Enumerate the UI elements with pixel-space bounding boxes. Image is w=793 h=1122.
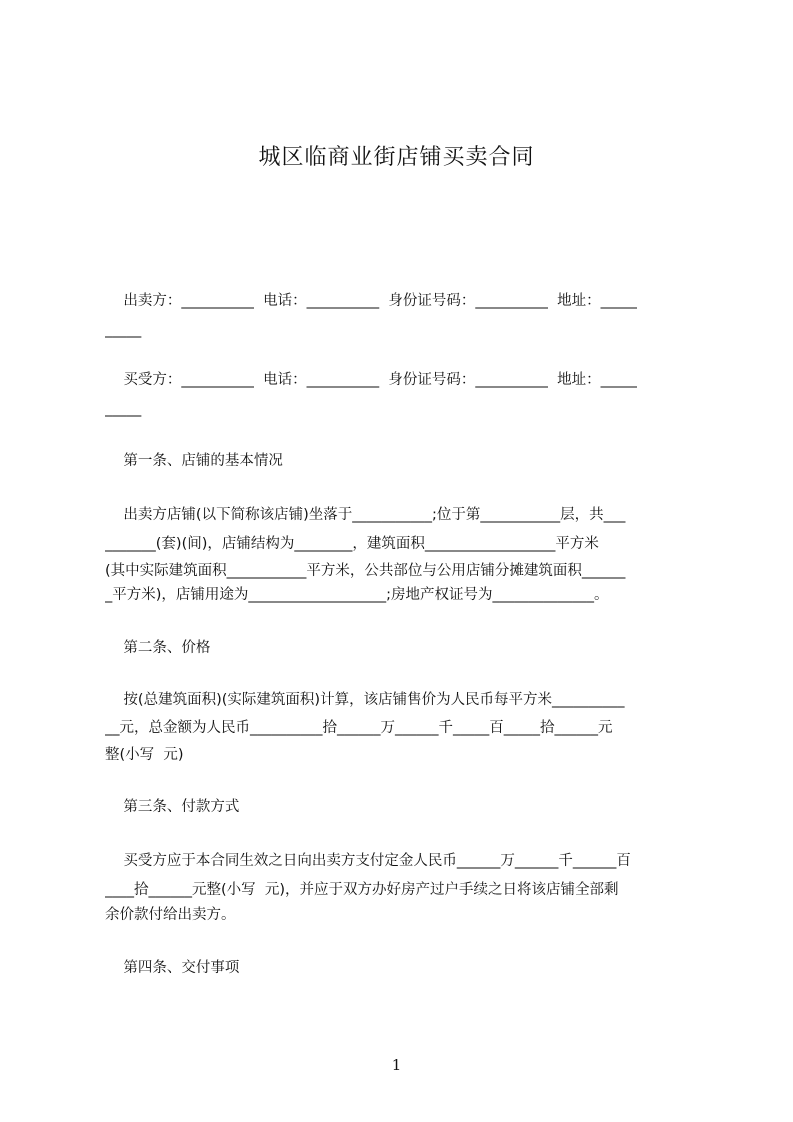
article-1-heading: 第一条、店铺的基本情况: [105, 453, 283, 469]
article-1-text-line-1: 出卖方店铺(以下简称该店铺)坐落于___________;位于第___________层，共___: [105, 507, 626, 523]
document-title: 城区临商业街店铺买卖合同: [258, 145, 535, 170]
article-1-text-line-4: _平方米)，店铺用途为___________________;房地产权证号为______________。: [105, 587, 609, 603]
seller-info-line-cont: _____: [105, 322, 142, 338]
article-1-text-line-2: _______(套)(间)，店铺结构为________，建筑面积__________________平方米: [105, 536, 599, 552]
article-2-text-line-2: __元，总金额为人民币__________拾______万______千_____百_____拾______元: [105, 720, 613, 736]
article-2-text-line-1: 按(总建筑面积)(实际建筑面积)计算，该店铺售价为人民币每平方米__________: [105, 692, 625, 708]
article-4-heading: 第四条、交付事项: [105, 960, 240, 976]
seller-info-line: 出卖方：__________ 电话：__________ 身份证号码：__________ 地址：_____: [105, 293, 637, 309]
buyer-info-line: 买受方：__________ 电话：__________ 身份证号码：__________ 地址：_____: [105, 372, 637, 388]
buyer-info-line-cont: _____: [105, 401, 142, 417]
article-2-heading: 第二条、价格: [105, 640, 211, 656]
article-3-heading: 第三条、付款方式: [105, 799, 240, 815]
article-3-text-line-2: ____拾______元整(小写 元)，并应于双方办好房产过户手续之日将该店铺全部剩: [105, 882, 619, 898]
article-1-text-line-3: (其中实际建筑面积___________平方米，公共部位与公用店铺分摊建筑面积______: [105, 563, 626, 579]
article-2-text-line-3: 整(小写 元): [105, 747, 184, 763]
page-number: 1: [391, 1056, 402, 1074]
article-3-text-line-1: 买受方应于本合同生效之日向出卖方支付定金人民币______万______千______百: [105, 853, 631, 869]
article-3-text-line-3: 余价款付给出卖方。: [105, 907, 236, 923]
